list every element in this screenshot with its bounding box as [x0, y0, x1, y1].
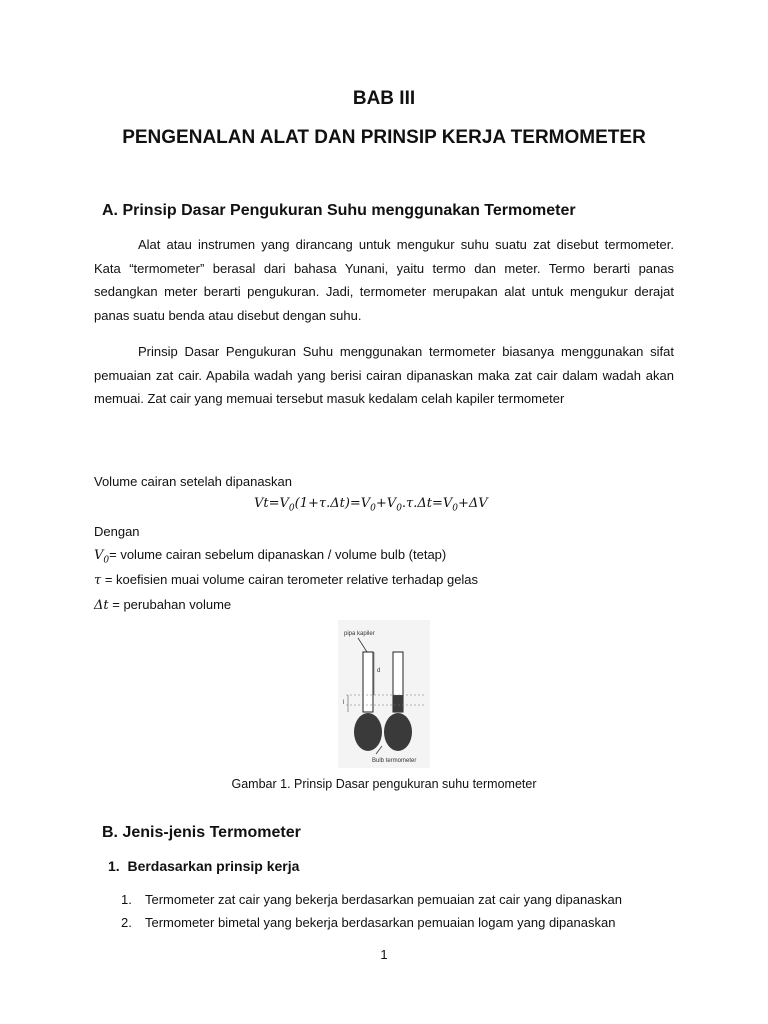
list-item-text: Termometer bimetal yang bekerja berdasarkan pemuaian logam yang dipanaskan [145, 915, 616, 930]
volume-label: Volume cairan setelah dipanaskan [94, 474, 293, 489]
section-a-heading: A. Prinsip Dasar Pengukuran Suhu menggunakan Termometer [102, 202, 576, 219]
paragraph-2-text: Prinsip Dasar Pengukuran Suhu menggunakan termometer biasanya menggunakan sifat pemuaian zat cair. Apabila wadah yang berisi cairan dipanaskan maka zat cair dalam wadah akan memuai. Zat cair yang memuai tersebut masuk kedalam celah kapiler termometer [94, 344, 674, 406]
paragraph-1-text: Alat atau instrumen yang dirancang untuk mengukur suhu suatu zat disebut termometer. Kata “termometer” berasal dari bahasa Yunani, yaitu termo dan meter. Termo berarti panas sedangkan meter berarti pengukuran. Jadi, termometer merupakan alat untuk mengukur derajat panas suatu benda atau disebut dengan suhu. [94, 237, 674, 323]
dengan-label: Dengan [94, 524, 140, 539]
list-item-number: 2. [121, 915, 132, 930]
definition-tau-text: = koefisien muai volume cairan terometer relative terhadap gelas [101, 572, 479, 587]
definition-v0: $V_0=$ volume cairan sebelum dipanaskan / volume bulb (tetap) [94, 547, 447, 566]
label-d: d [377, 668, 381, 674]
page-number: 1 [380, 947, 388, 962]
label-l: l [343, 700, 345, 706]
list-item [121, 915, 681, 933]
definition-delta-t: Δt = perubahan volume [94, 597, 232, 613]
section-b-heading: B. Jenis-jenis Termometer [102, 824, 301, 841]
right-bulb [384, 713, 412, 751]
left-capillary-tube [363, 652, 373, 712]
paragraph-1 [94, 233, 674, 327]
label-pipa-kapiler: pipa kapiler [344, 631, 375, 637]
label-bulb-termometer: Bulb termometer [372, 758, 417, 764]
definition-delta-t-text: = perubahan volume [108, 597, 232, 612]
definition-v0-text: = volume cairan sebelum dipanaskan / volume bulb (tetap) [109, 547, 447, 562]
list-item-number: 1. [121, 892, 132, 907]
right-tube-liquid [393, 695, 403, 712]
left-bulb [354, 713, 382, 751]
thermometer-figure [338, 620, 430, 768]
volume-formula: $Vt=V_0(1+\tau.\Delta t)=V_0+V_0.\tau.\Delta t=V_0+\Delta V$ [254, 496, 488, 514]
list-item-text: Termometer zat cair yang bekerja berdasarkan pemuaian zat cair yang dipanaskan [145, 892, 622, 907]
chapter-label: BAB III [352, 88, 416, 109]
list-item [121, 892, 681, 910]
paragraph-2 [94, 340, 674, 411]
figure-caption: Gambar 1. Prinsip Dasar pengukuran suhu termometer [231, 777, 537, 791]
definition-tau: τ = koefisien muai volume cairan terometer relative terhadap gelas [94, 572, 479, 588]
subsection-1-heading: 1. Berdasarkan prinsip kerja [108, 858, 300, 874]
chapter-title: PENGENALAN ALAT DAN PRINSIP KERJA TERMOMETER [122, 127, 646, 148]
